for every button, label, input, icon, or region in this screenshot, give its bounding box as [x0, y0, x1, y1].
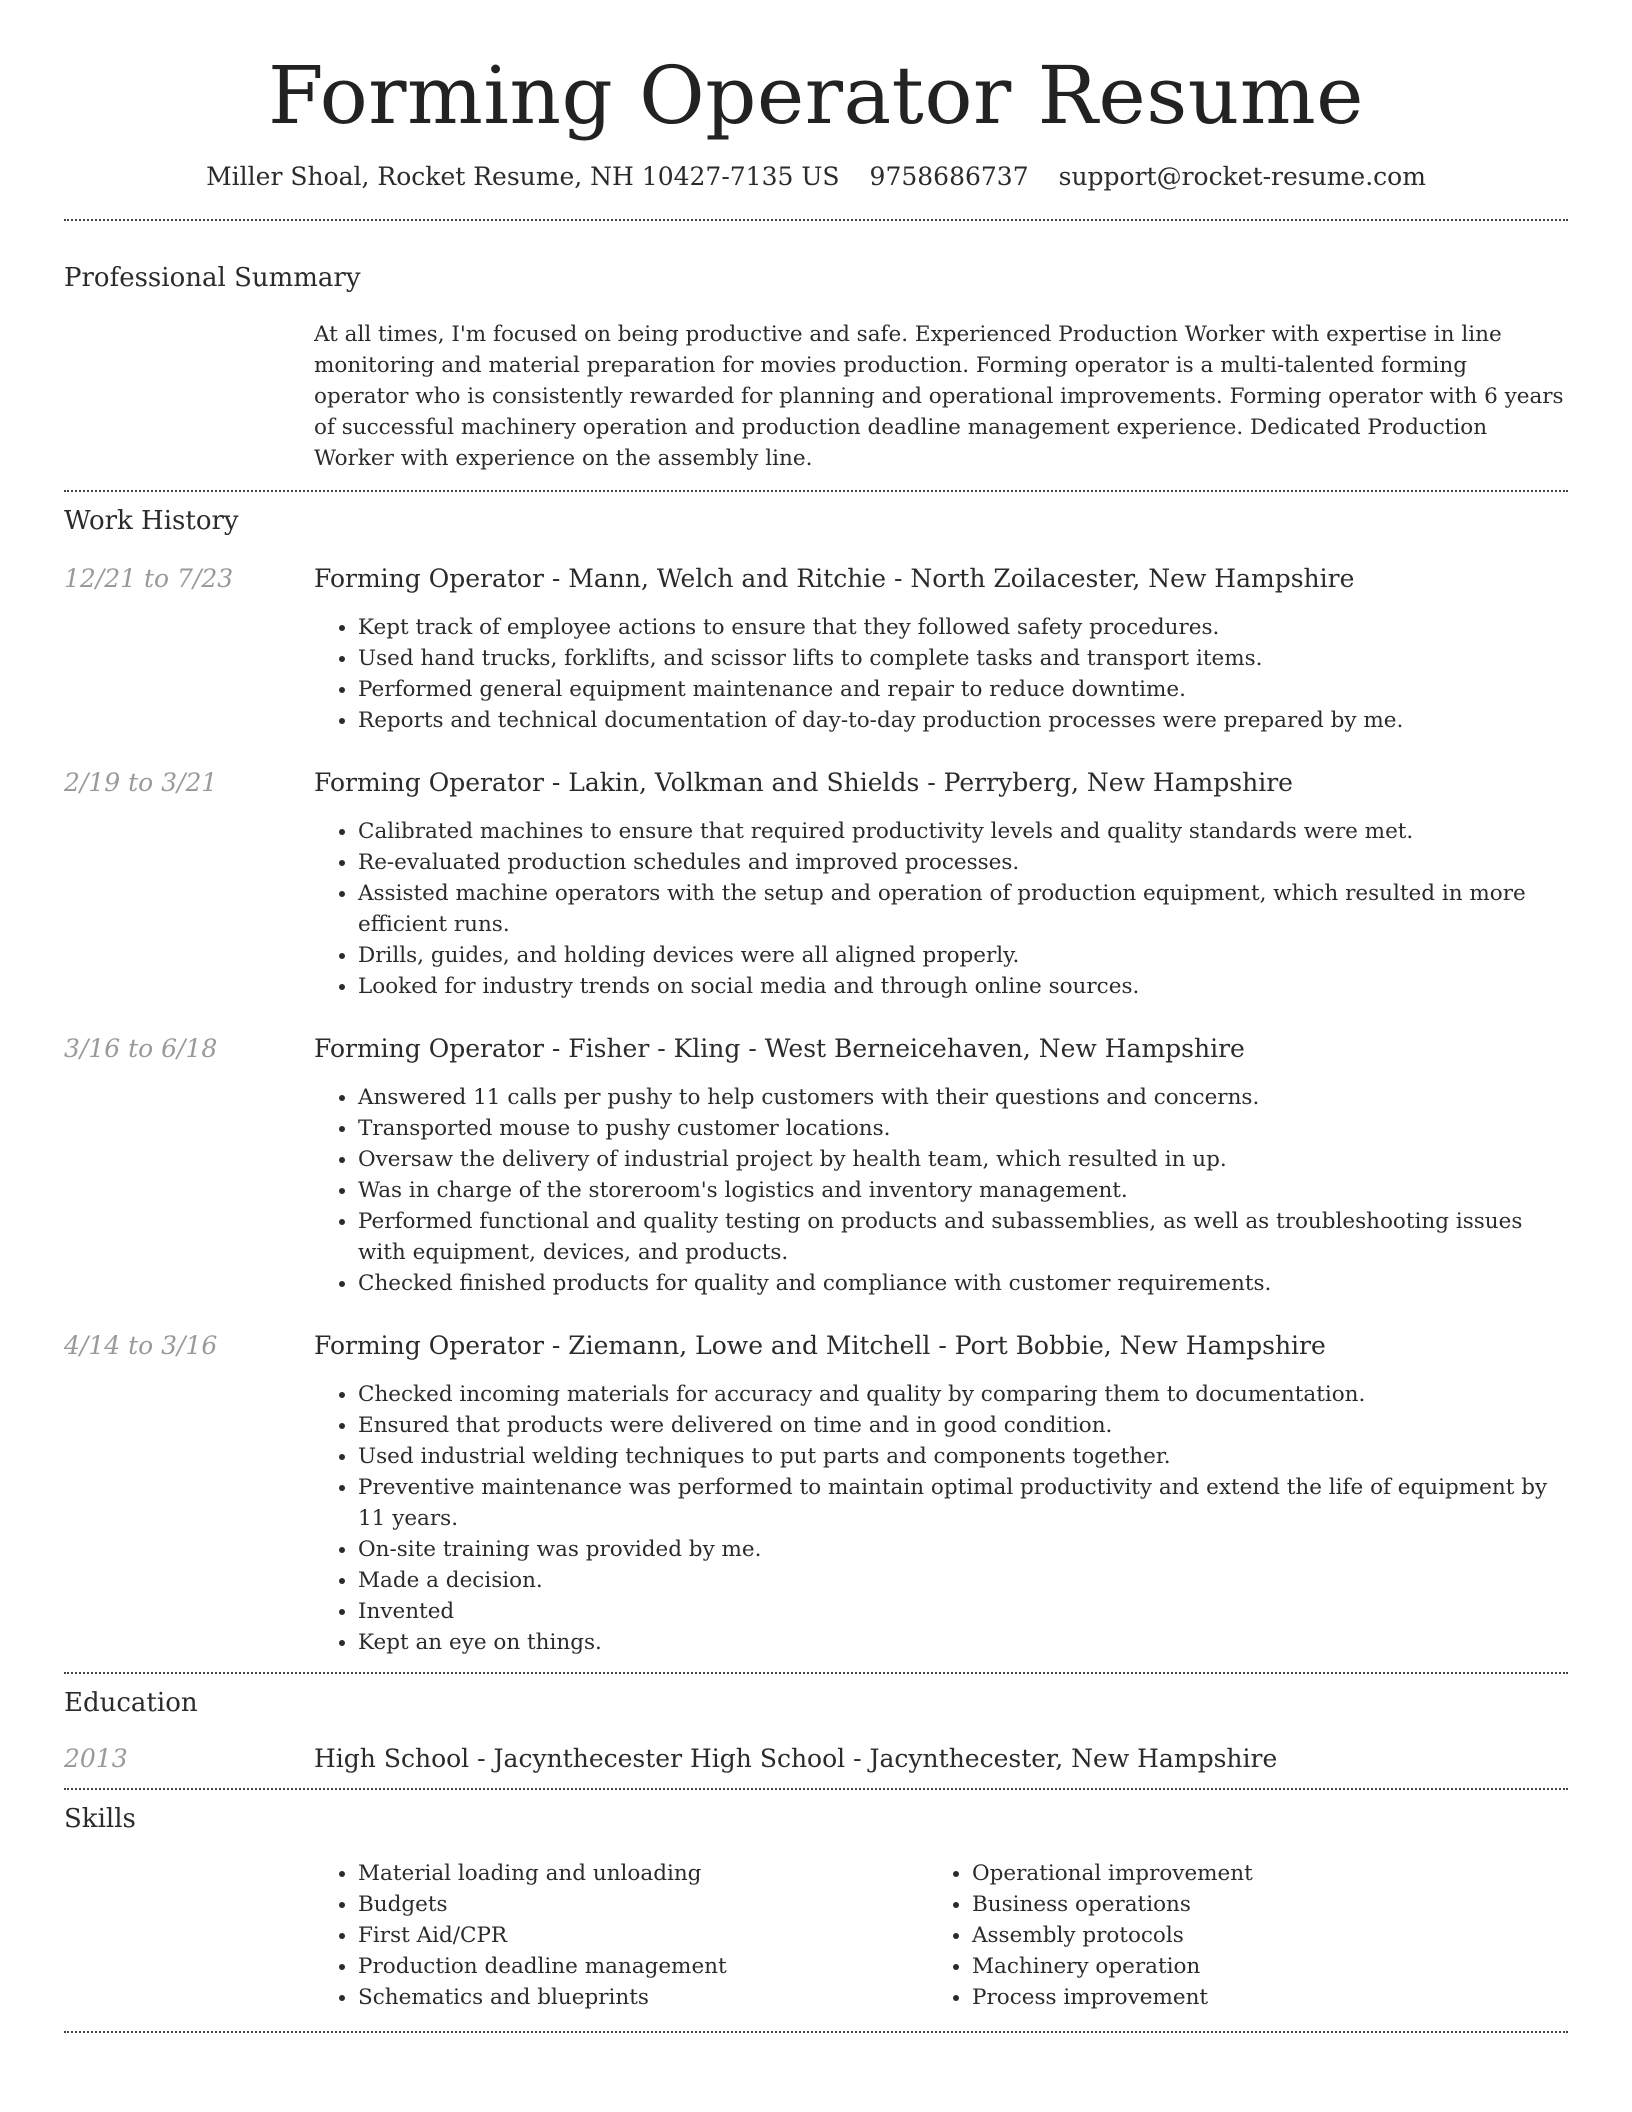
job-bullet: • Drills, guides, and holding devices were all aligned properly.	[358, 940, 1568, 971]
work-history-heading: Work History	[64, 506, 239, 536]
skill-item: • Operational improvement	[972, 1858, 1542, 1889]
skills-right-column	[928, 1858, 1542, 2013]
job-bullet: • Ensured that products were delivered on time and in good condition.	[358, 1410, 1568, 1441]
job-bullet: • Invented	[358, 1596, 1568, 1627]
job-bullet: • Checked incoming materials for accuracy and quality by comparing them to documentation.	[358, 1379, 1568, 1410]
job-bullet: • Re-evaluated production schedules and improved processes.	[358, 847, 1568, 878]
contact-phone: 9758686737	[869, 162, 1029, 191]
job-entry	[64, 766, 1568, 1002]
skills-heading: Skills	[64, 1804, 136, 1834]
job-bullets	[314, 1379, 1568, 1658]
skills-left-column	[314, 1858, 928, 2013]
job-heading: Forming Operator - Fisher - Kling - West Berneicehaven, New Hampshire	[314, 1034, 1245, 1063]
skill-item: • Material loading and unloading	[358, 1858, 928, 1889]
job-bullet: • Looked for industry trends on social media and through online sources.	[358, 971, 1568, 1002]
job-bullet: • Assisted machine operators with the setup and operation of production equipment, which resulted in more efficient runs.	[358, 878, 1568, 940]
contact-email: support@rocket-resume.com	[1058, 162, 1426, 191]
skill-item: • Machinery operation	[972, 1951, 1542, 1982]
job-bullet: • Reports and technical documentation of day-to-day production processes were prepared by me.	[358, 705, 1568, 736]
job-dates: 2/19 to 3/21	[64, 768, 218, 797]
job-bullet: • Performed functional and quality testing on products and subassemblies, as well as troubleshooting issues with equipment, devices, and products.	[358, 1206, 1568, 1268]
summary-text: At all times, I'm focused on being productive and safe. Experienced Production Worker with expertise in line monitoring and material preparation for movies production. Forming operator is a multi-talented forming operator who is consistently rewarded for planning and operational improvements. Forming operator with 6 years of successful machinery operation and production deadline management experience. Dedicated Production Worker with experience on the assembly line.	[314, 322, 1564, 471]
job-heading: Forming Operator - Lakin, Volkman and Shields - Perryberg, New Hampshire	[314, 768, 1293, 797]
skill-item: • Production deadline management	[358, 1951, 928, 1982]
job-bullets	[314, 1082, 1568, 1299]
contact-address: Miller Shoal, Rocket Resume, NH 10427-7135 US	[206, 162, 840, 191]
skill-item: • Process improvement	[972, 1982, 1542, 2013]
skill-item: • Assembly protocols	[972, 1920, 1542, 1951]
resume-title: Forming Operator Resume	[267, 49, 1365, 142]
job-bullet: • Checked finished products for quality and compliance with customer requirements.	[358, 1268, 1568, 1299]
skill-item: • Schematics and blueprints	[358, 1982, 928, 2013]
job-dates: 4/14 to 3/16	[64, 1331, 218, 1360]
education-entry	[64, 1742, 1568, 1776]
job-dates: 3/16 to 6/18	[64, 1034, 218, 1063]
job-bullet: • Used industrial welding techniques to put parts and components together.	[358, 1441, 1568, 1472]
job-entry	[64, 1032, 1568, 1299]
job-heading: Forming Operator - Ziemann, Lowe and Mitchell - Port Bobbie, New Hampshire	[314, 1331, 1326, 1360]
job-bullet: • Calibrated machines to ensure that required productivity levels and quality standards were met.	[358, 816, 1568, 847]
job-bullet: • Kept track of employee actions to ensure that they followed safety procedures.	[358, 612, 1568, 643]
job-bullet: • Was in charge of the storeroom's logistics and inventory management.	[358, 1175, 1568, 1206]
skills-section	[64, 1804, 1568, 2031]
job-bullet: • Preventive maintenance was performed to maintain optimal productivity and extend the life of equipment by 11 years.	[358, 1472, 1568, 1534]
job-bullets	[314, 816, 1568, 1002]
contact-info	[64, 162, 1568, 191]
divider	[64, 2031, 1568, 2033]
education-section	[64, 1688, 1568, 1788]
job-bullet: • On-site training was provided by me.	[358, 1534, 1568, 1565]
job-bullet: • Transported mouse to pushy customer locations.	[358, 1113, 1568, 1144]
job-bullet: • Used hand trucks, forklifts, and scissor lifts to complete tasks and transport items.	[358, 643, 1568, 674]
job-entry	[64, 562, 1568, 736]
education-year: 2013	[64, 1744, 128, 1773]
job-bullet: • Oversaw the delivery of industrial project by health team, which resulted in up.	[358, 1144, 1568, 1175]
job-heading: Forming Operator - Mann, Welch and Ritchie - North Zoilacester, New Hampshire	[314, 564, 1355, 593]
divider	[64, 1672, 1568, 1674]
education-heading-line: High School - Jacynthecester High School - Jacynthecester, New Hampshire	[314, 1744, 1278, 1773]
job-bullet: • Made a decision.	[358, 1565, 1568, 1596]
work-history-section	[64, 506, 1568, 1672]
job-bullet: • Kept an eye on things.	[358, 1627, 1568, 1658]
skills-columns	[314, 1858, 1568, 2013]
divider	[64, 490, 1568, 492]
job-bullet: • Answered 11 calls per pushy to help customers with their questions and concerns.	[358, 1082, 1568, 1113]
job-bullet: • Performed general equipment maintenance and repair to reduce downtime.	[358, 674, 1568, 705]
divider	[64, 1788, 1568, 1790]
education-heading: Education	[64, 1688, 198, 1718]
summary-section	[64, 263, 1568, 490]
divider	[64, 219, 1568, 221]
job-bullets	[314, 612, 1568, 736]
skill-item: • Business operations	[972, 1889, 1542, 1920]
job-entry	[64, 1329, 1568, 1658]
job-dates: 12/21 to 7/23	[64, 564, 234, 593]
summary-heading: Professional Summary	[64, 263, 361, 293]
skill-item: • First Aid/CPR	[358, 1920, 928, 1951]
skill-item: • Budgets	[358, 1889, 928, 1920]
